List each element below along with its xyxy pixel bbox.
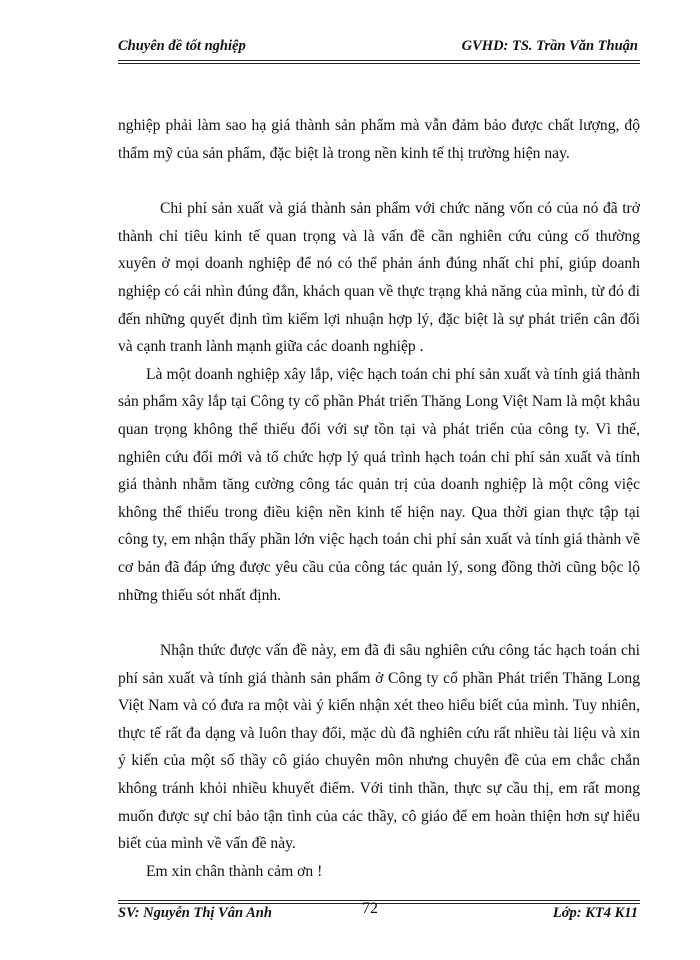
page-footer [118, 900, 638, 925]
paragraph-awareness: Nhận thức được vấn đề này, em đã đi sâu nghiên cứu công tác hạch toán chi phí sản xuất và tính giá thành sản phẩm ở Công ty cổ phần Phát triển Thăng Long Việt Nam và có đưa ra một vài ý kiến nhận xét theo hiểu biết của mình. Tuy nhiên, thực tế rất đa dạng và luôn thay đổi, mặc dù đã nghiên cứu rất nhiều tài liệu và xin ý kiến của một số thầy cô giáo chuyên môn nhưng chuyên đề của em chắc chắn không tránh khỏi nhiều khuyết điểm. Với tinh thần, thực sự cầu thị, em rất mong muốn được sự chỉ bảo tận tình của các thầy, cô giáo để em hoàn thiện hơn sự hiểu biết của mình về vấn đề này. [118, 642, 640, 853]
page-header [118, 38, 638, 60]
header-title: Chuyên đề tốt nghiệp [118, 38, 246, 54]
paragraph-cost-importance: Chi phí sản xuất và giá thành sản phẩm với chức năng vốn có của nó đã trở thành chỉ tiêu kinh tế quan trọng và là vấn đề cần nghiên cứu củng cố thường xuyên ở mọi doanh nghiệp để nó có thể phản ánh đúng nhất chi phí, giúp doanh nghiệp có cái nhìn đúng đắn, khách quan về thực trạng khả năng của mình, từ đó đi đến những quyết định tìm kiếm lợi nhuận hợp lý, đặc biệt là sự phát triển cân đối và cạnh tranh lành mạnh giữa các doanh nghiệp . [118, 200, 640, 356]
paragraph-gap [118, 609, 640, 637]
page-number: 72 [362, 900, 378, 917]
header-divider [118, 60, 640, 64]
paragraph-thanks: Em xin chân thành cảm ơn ! [146, 862, 323, 880]
paragraph-gap [118, 167, 640, 195]
header-supervisor: GVHD: TS. Trần Văn Thuận [461, 38, 638, 54]
paragraph-company-context: Là một doanh nghiệp xây lắp, việc hạch toán chi phí sản xuất và tính giá thành sản phẩm xây lắp tại Công ty cổ phần Phát triển Thăng Long Việt Nam là một khâu quan trọng không thể thiếu đối với sự tồn tại và phát triển của công ty. Vì thế, nghiên cứu đổi mới và tổ chức hợp lý quá trình hạch toán chi phí sản xuất và tính giá thành nhằm tăng cường công tác quản trị của doanh nghiệp là một công việc không thể thiếu trong điều kiện nền kinh tế hiện nay. Qua thời gian thực tập tại công ty, em nhận thấy phần lớn việc hạch toán chi phí sản xuất và tính giá thành về cơ bản đã đáp ứng được yêu cầu của công tác quản lý, song đồng thời cũng bộc lộ những thiếu sót nhất định. [118, 365, 640, 604]
footer-student: SV: Nguyễn Thị Vân Anh [118, 905, 272, 921]
footer-class: Lớp: KT4 K11 [552, 905, 638, 921]
paragraph-continuation: nghiệp phải làm sao hạ giá thành sản phẩm mà vẫn đảm bảo được chất lượng, độ thẩm mỹ của sản phẩm, đặc biệt là trong nền kinh tế thị trường hiện nay. [118, 117, 640, 162]
document-body [118, 112, 640, 885]
